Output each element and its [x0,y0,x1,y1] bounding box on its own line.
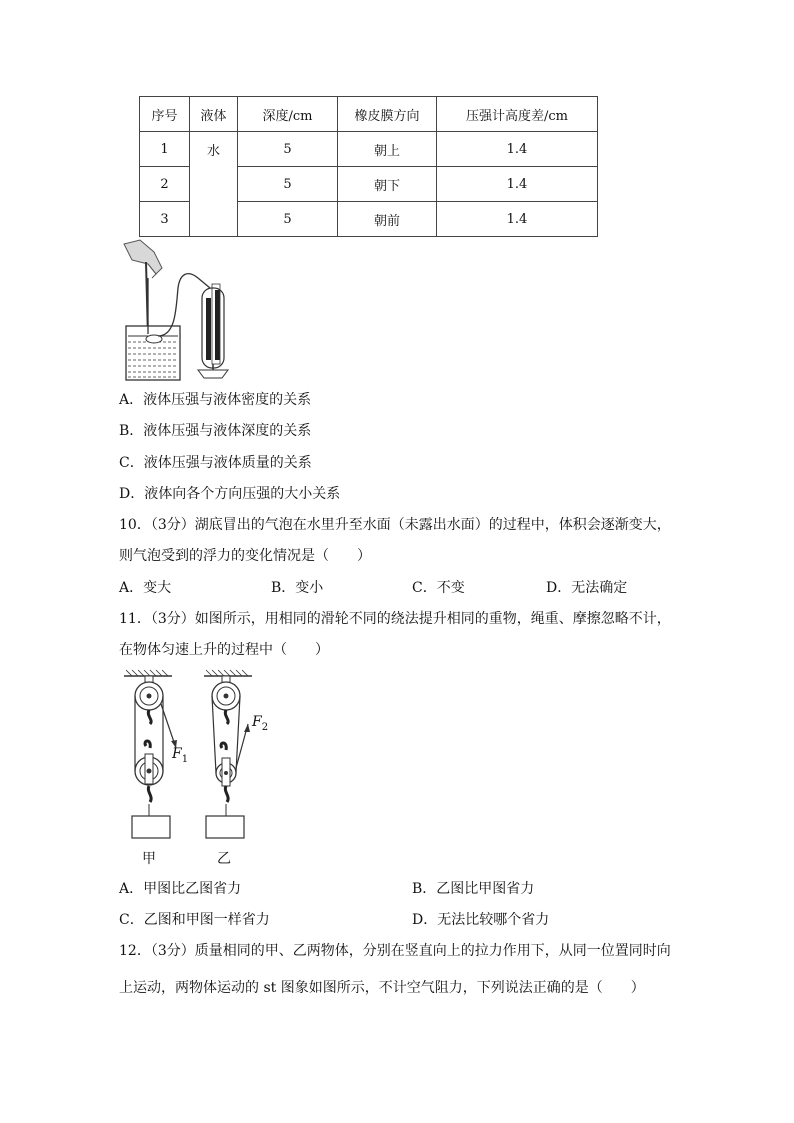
force2-symbol: F [252,714,262,730]
header-depth: 深度/cm [238,97,338,132]
cell-direction: 朝上 [338,132,437,167]
q9-option-d: D．液体向各个方向压强的大小关系 [119,486,341,502]
cell-index: 3 [140,202,190,237]
q9-option-b: B．液体压强与液体深度的关系 [119,423,312,439]
q10-option-b: B．变小 [271,580,324,596]
cell-height-diff: 1.4 [437,202,598,237]
cell-liquid: 水 [190,132,238,237]
pulley-figure [118,668,288,868]
q10-stem-line2: 则气泡受到的浮力的变化情况是（ ） [119,548,371,564]
cell-depth: 5 [238,167,338,202]
cell-height-diff: 1.4 [437,132,598,167]
header-direction: 橡皮膜方向 [338,97,437,132]
header-height-diff: 压强计高度差/cm [437,97,598,132]
q11-option-b: B．乙图比甲图省力 [412,881,535,897]
force2-subscript: 2 [261,721,269,733]
header-index: 序号 [140,97,190,132]
q10-option-a: A．变大 [119,580,172,596]
q11-stem-line1: 11．（3分）如图所示，用相同的滑轮不同的绕法提升相同的重物，绳重、摩擦忽略不计， [119,611,671,627]
cell-depth: 5 [238,202,338,237]
experiment-table [139,96,598,237]
q11-option-a: A．甲图比乙图省力 [119,881,242,897]
cell-direction: 朝前 [338,202,437,237]
force1-subscript: 1 [181,753,189,765]
q11-option-d: D．无法比较哪个省力 [412,912,550,928]
q11-stem-line2: 在物体匀速上升的过程中（ ） [119,642,329,658]
q12-stem-line1: 12．（3分）质量相同的甲、乙两物体，分别在竖直向上的拉力作用下，从同一位置同时向 [119,943,671,959]
cell-index: 1 [140,132,190,167]
q9-option-a: A．液体压强与液体密度的关系 [119,392,312,408]
force-label-f2 [252,714,268,733]
q10-option-c: C．不变 [412,580,465,596]
q11-option-c: C．乙图和甲图一样省力 [119,912,270,928]
header-liquid: 液体 [190,97,238,132]
q12-stem-line2: 上运动，两物体运动的 st 图象如图所示，不计空气阻力，下列说法正确的是（ ） [119,980,645,996]
figure-label-yi: 乙 [217,851,231,867]
cell-direction: 朝下 [338,167,437,202]
pressure-gauge-figure [118,238,248,383]
cell-height-diff: 1.4 [437,167,598,202]
force-label-f1 [172,746,188,765]
force1-symbol: F [172,746,182,762]
cell-depth: 5 [238,132,338,167]
q10-stem-line1: 10．（3分）湖底冒出的气泡在水里升至水面（未露出水面）的过程中，体积会逐渐变大， [119,517,671,533]
q10-option-d: D．无法确定 [546,580,628,596]
cell-index: 2 [140,167,190,202]
figure-label-jia: 甲 [142,851,156,867]
table-header-row [140,97,598,132]
q9-option-c: C．液体压强与液体质量的关系 [119,455,312,471]
table-row [140,132,598,167]
